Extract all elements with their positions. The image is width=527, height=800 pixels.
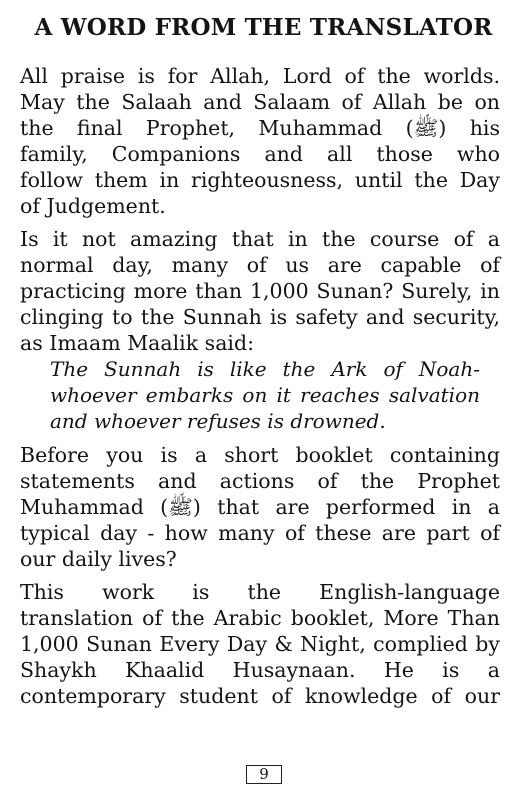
paragraph-line: normal day, many of us are capable of (20, 253, 500, 277)
paragraph-line: Shaykh Khaalid Husaynaan. He is a (20, 658, 500, 682)
paragraph-line: contemporary student of knowledge of our (20, 684, 500, 708)
paragraph-line: typical day - how many of these are part of (20, 521, 500, 545)
paragraph-line: All praise is for Allah, Lord of the worlds. (20, 64, 500, 88)
quote-line: The Sunnah is like the Ark of Noah- (50, 357, 480, 381)
paragraph-line: clinging to the Sunnah is safety and security, (20, 305, 500, 329)
paragraph-line: of Judgement. (20, 194, 166, 218)
paragraph-line: This work is the English-language (20, 580, 500, 604)
paragraph-line: our daily lives? (20, 547, 177, 571)
paragraph-line: 1,000 Sunan Every Day & Night, complied by (20, 632, 500, 656)
page-number: 9 (246, 765, 282, 784)
paragraph-line: practicing more than 1,000 Sunan? Surely, in (20, 279, 500, 303)
paragraph-line: the final Prophet, Muhammad (ﷺ) his (20, 116, 500, 140)
quote-line: and whoever refuses is drowned. (50, 409, 386, 433)
paragraph-line: family, Companions and all those who (20, 142, 500, 166)
page-heading: A WORD FROM THE TRANSLATOR (34, 14, 493, 41)
paragraph-line: statements and actions of the Prophet (20, 469, 500, 493)
paragraph-line: translation of the Arabic booklet, More Than (20, 606, 500, 630)
paragraph-line: Before you is a short booklet containing (20, 443, 500, 467)
paragraph-line: as Imaam Maalik said: (20, 331, 255, 355)
quote-line: whoever embarks on it reaches salvation (50, 383, 480, 407)
paragraph-line: May the Salaah and Salaam of Allah be on (20, 90, 500, 114)
paragraph-line: Is it not amazing that in the course of a (20, 227, 500, 251)
paragraph-line: follow them in righteousness, until the Day (20, 168, 500, 192)
paragraph-line: Muhammad (ﷺ) that are performed in a (20, 495, 500, 519)
